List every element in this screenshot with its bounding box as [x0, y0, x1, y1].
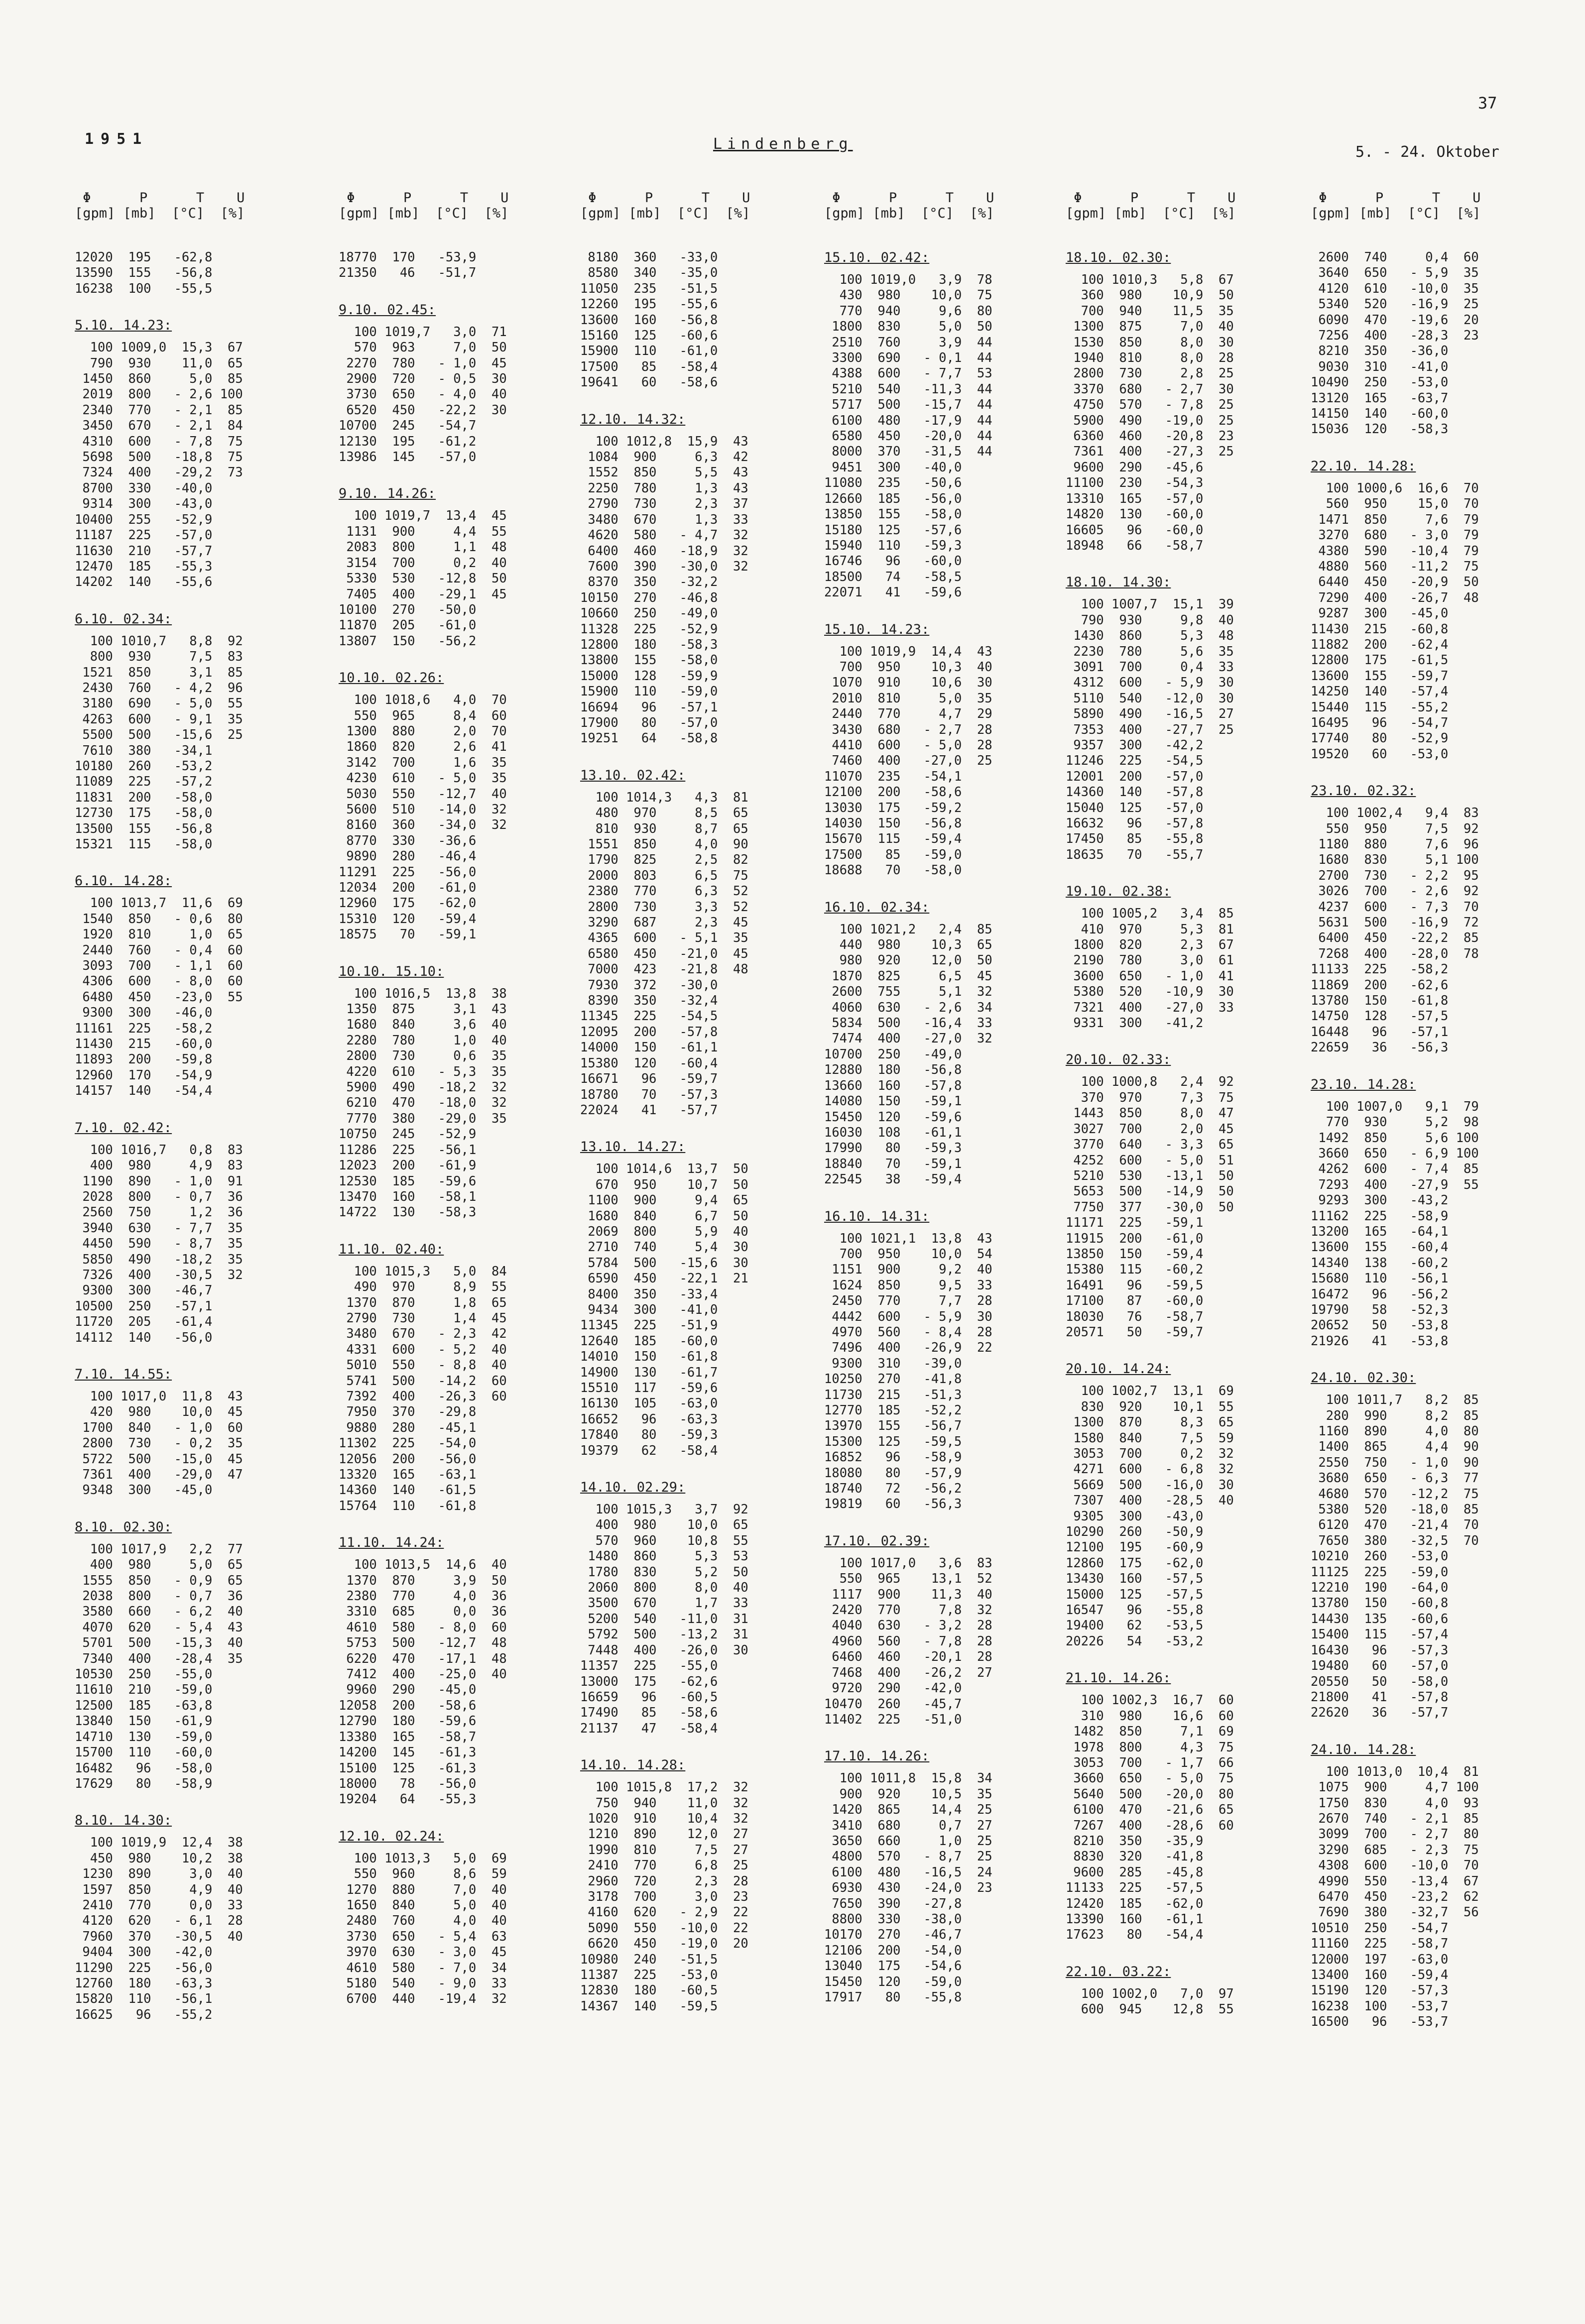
sounding-block [75, 1367, 294, 1499]
sounding-block [339, 1829, 558, 2007]
sounding-block [580, 1139, 799, 1459]
sounding-title: 20.10. 02.33: [1066, 1052, 1171, 1068]
sounding-rows: 100 1021,1 13,8 43 700 950 10,0 54 1151 900 9,2 40 1624 850 9,5 33 2450 770 7,7 28 4442 600 - 5,9 30 4970 560 - 8,4 28 7496 400 -26,9 22 9300 310 -39,0 10250 270 -41,8 11730 215 -51,3 12770 185 -52,2 13970 155 -56,7 15300 125 -59,5 16852 96 -58,9 18080 80 -57,9 18740 72 -56,2 19819 60 -56,3 [824, 1231, 992, 1512]
sounding-title: 10.10. 15.10: [339, 963, 444, 979]
sounding-rows: 100 1016,7 0,8 83 400 980 4,9 83 1190 890 - 1,0 91 2028 800 - 0,7 36 2560 750 1,2 36 3940 630 - 7,7 35 4450 590 - 8,7 35 5850 490 -18,2 35 7326 400 -30,5 32 9300 300 -46,7 10500 250 -57,1 11720 205 -61,4 14112 140 -56,0 [75, 1142, 243, 1345]
sounding-block [580, 1757, 799, 2014]
sounding-rows: 100 1019,9 12,4 38 450 980 10,2 38 1230 890 3,0 40 1597 850 4,9 40 2410 770 0,0 33 4120 620 - 6,1 28 7960 370 -30,5 40 9404 300 -42,0 11290 225 -56,0 12760 180 -63,3 15820 110 -56,1 16625 96 -55,2 [75, 1835, 243, 2022]
sounding-block [1066, 1052, 1285, 1340]
year-label: 1951 [85, 130, 149, 148]
sounding-title: 6.10. 14.28: [75, 873, 172, 889]
sounding-rows: 100 1016,5 13,8 38 1350 875 3,1 43 1680 840 3,6 40 2280 780 1,0 40 2800 730 0,6 35 4220 610 - 5,3 35 5900 490 -18,2 32 6210 470 -18,0 32 7770 380 -29,0 35 10750 245 -52,9 11286 225 -56,1 12023 200 -61,9 12530 185 -59,6 13470 160 -58,1 14722 130 -58,3 [339, 986, 507, 1220]
sounding-block [1311, 783, 1530, 1056]
sounding-title: 7.10. 14.55: [75, 1366, 172, 1382]
sounding-rows: 100 1009,0 15,3 67 790 930 11,0 65 1450 860 5,0 85 2019 800 - 2,6 100 2340 770 - 2,1 85 3450 670 - 2,1 84 4310 600 - 7,8 75 5698 500 -18,8 75 7324 400 -29,2 73 8700 330 -40,0 9314 300 -43,0 10400 255 -52,9 11187 225 -57,0 11630 210 -57,7 12470 185 -55,3 14202 140 -55,6 [75, 340, 243, 590]
sounding-title: 5.10. 14.23: [75, 318, 172, 334]
sounding-block [75, 611, 294, 853]
sounding-block [824, 900, 1043, 1188]
sounding-rows: 100 1011,8 15,8 34 900 920 10,5 35 1420 865 14,4 25 3410 680 0,7 27 3650 660 1,0 25 4800 570 - 8,7 25 6100 480 -16,5 24 6930 430 -24,0 23 7650 390 -27,8 8800 330 -38,0 10170 270 -46,7 12106 200 -54,0 13040 175 -54,6 15450 120 -59,0 17917 80 -55,8 [824, 1771, 992, 2005]
sounding-title: 22.10. 14.28: [1311, 458, 1416, 474]
sounding-rows: 100 1010,3 5,8 67 360 980 10,9 50 700 940 11,5 35 1300 875 7,0 40 1530 850 8,0 30 1940 810 8,0 28 2800 730 2,8 25 3370 680 - 2,7 30 4750 570 - 7,8 25 5900 490 -19,0 25 6360 460 -20,8 23 7361 400 -27,3 25 9600 290 -45,6 11100 230 -54,3 13310 165 -57,0 14820 130 -60,0 16605 96 -60,0 18948 66 -58,7 [1066, 272, 1234, 553]
sounding-title: 9.10. 02.45: [339, 302, 436, 318]
sounding-title: 10.10. 02.26: [339, 670, 444, 686]
sounding-title: 23.10. 14.28: [1311, 1076, 1416, 1092]
sounding-column [75, 190, 294, 2044]
sounding-block [580, 768, 799, 1119]
column-header: Φ P T U [gpm] [mb] [°C] [%] [824, 190, 994, 221]
sounding-block [1066, 884, 1285, 1031]
sounding-block [1311, 459, 1530, 762]
sounding-title: 7.10. 02.42: [75, 1120, 172, 1136]
sounding-rows: 100 1019,7 13,4 45 1131 900 4,4 55 2083 800 1,1 48 3154 700 0,2 40 5330 530 -12,8 50 7405 400 -29,1 45 10100 270 -50,0 11870 205 -61,0 13807 150 -56,2 [339, 508, 507, 649]
sounding-rows: 100 1019,9 14,4 43 700 950 10,3 40 1070 910 10,6 30 2010 810 5,0 35 2440 770 4,7 29 3430 680 - 2,7 28 4410 600 - 5,0 28 7460 400 -27,0 25 11070 235 -54,1 12100 200 -58,6 13030 175 -59,2 14030 150 -56,8 15670 115 -59,4 17500 85 -59,0 18688 70 -58,0 [824, 644, 992, 878]
sounding-rows: 100 1005,2 3,4 85 410 970 5,3 81 1800 820 2,3 67 2190 780 3,0 61 3600 650 - 1,0 41 5380 520 -10,9 30 7321 400 -27,0 33 9331 300 -41,2 [1073, 906, 1234, 1031]
sounding-title: 8.10. 14.30: [75, 1813, 172, 1829]
sounding-block [75, 1519, 294, 1792]
column-header: Φ P T U [gpm] [mb] [°C] [%] [1311, 190, 1481, 221]
sounding-title: 13.10. 14.27: [580, 1139, 686, 1155]
sounding-rows: 100 1002,0 7,0 97 600 945 12,8 55 [1081, 1986, 1234, 2017]
sounding-block [1311, 250, 1530, 438]
sounding-title: 14.10. 14.28: [580, 1757, 686, 1773]
sounding-rows: 100 1007,0 9,1 79 770 930 5,2 98 1492 850 5,6 100 3660 650 - 6,9 100 4262 600 - 7,4 85 7293 400 -27,9 55 9293 300 -43,2 11162 225 -58,9 13200 165 -64,1 13600 155 -60,4 14340 138 -60,2 15680 110 -56,1 16472 96 -56,2 19790 58 -52,3 20652 50 -53,8 21926 41 -53,8 [1311, 1099, 1479, 1349]
sounding-rows: 100 1015,3 5,0 84 490 970 8,9 55 1370 870 1,8 65 2790 730 1,4 45 3480 670 - 2,3 42 4331 600 - 5,2 40 5010 550 - 8,8 40 5741 500 -14,2 60 7392 400 -26,3 60 7950 370 -29,8 9880 280 -45,1 11302 225 -54,0 12056 200 -56,0 13320 165 -63,1 14360 140 -61,5 15764 110 -61,8 [339, 1264, 507, 1513]
sounding-title: 24.10. 14.28: [1311, 1742, 1416, 1757]
sounding-rows: 100 1015,8 17,2 32 750 940 11,0 32 1020 910 10,4 32 1210 890 12,0 27 1990 810 7,5 27 2410 770 6,8 25 2960 720 2,3 28 3178 700 3,0 23 4160 620 - 2,9 22 5090 550 -10,0 22 6620 450 -19,0 20 10980 240 -51,5 11387 225 -53,0 12830 180 -60,5 14367 140 -59,5 [580, 1780, 748, 2014]
sounding-block [339, 250, 558, 281]
sounding-block [75, 250, 294, 297]
sounding-block [75, 1120, 294, 1346]
sounding-title: 22.10. 03.22: [1066, 1964, 1171, 1979]
sounding-block [580, 412, 799, 747]
sounding-rows: 100 1013,7 11,6 69 1540 850 - 0,6 80 1920 810 1,0 65 2440 760 - 0,4 60 3093 700 - 1,1 60 4306 600 - 8,0 60 6480 450 -23,0 55 9300 300 -46,0 11161 225 -58,2 11430 215 -60,0 11893 200 -59,8 12960 170 -54,9 14157 140 -54,4 [75, 896, 243, 1099]
sounding-title: 19.10. 02.38: [1066, 884, 1171, 900]
sounding-rows: 100 1007,7 15,1 39 790 930 9,8 40 1430 860 5,3 48 2230 780 5,6 35 3091 700 0,4 33 4312 600 - 5,9 30 5110 540 -12,0 30 5890 490 -16,5 27 7353 400 -27,7 25 9357 300 -42,2 11246 225 -54,5 12001 200 -57,0 14360 140 -57,8 15040 125 -57,0 16632 96 -57,8 17450 85 -55,8 18635 70 -55,7 [1066, 597, 1234, 862]
sounding-block [824, 1748, 1043, 2005]
sounding-block [1311, 1742, 1530, 2030]
sounding-title: 9.10. 14.26: [339, 486, 436, 502]
sounding-title: 23.10. 02.32: [1311, 783, 1416, 799]
sounding-rows: 100 1017,9 2,2 77 400 980 5,0 65 1555 850 - 0,9 65 2038 800 - 0,7 36 3580 660 - 6,2 40 4070 620 - 5,4 43 5701 500 -15,3 40 7340 400 -28,4 35 10530 250 -55,0 11610 210 -59,0 12500 185 -63,8 13840 150 -61,9 14710 130 -59,0 15700 110 -60,0 16482 96 -58,0 17629 80 -58,9 [75, 1541, 243, 1791]
sounding-title: 17.10. 14.26: [824, 1748, 930, 1764]
sounding-block [75, 873, 294, 1099]
sounding-rows: 100 1019,0 3,9 78 430 980 10,0 75 770 940 9,6 80 1800 830 5,0 50 2510 760 3,9 44 3300 690 - 0,1 44 4388 600 - 7,7 53 5210 540 -11,3 44 5717 500 -15,7 44 6100 480 -17,9 44 6580 450 -20,0 44 8000 370 -31,5 44 9451 300 -40,0 11080 235 -50,6 12660 185 -56,0 13850 155 -58,0 15180 125 -57,6 15940 110 -59,3 16746 96 -60,0 18500 74 -58,5 22071 41 -59,6 [824, 272, 992, 600]
sounding-title: 15.10. 14.23: [824, 621, 930, 637]
sounding-block [580, 1480, 799, 1737]
sounding-block [339, 964, 558, 1221]
sounding-block [75, 318, 294, 590]
sounding-rows: 100 1000,8 2,4 92 370 970 7,3 75 1443 850 8,0 47 3027 700 2,0 45 3770 640 - 3,3 65 4252 600 - 5,0 51 5210 530 -13,1 50 5653 500 -14,9 50 7750 377 -30,0 50 11171 225 -59,1 11915 200 -61,0 13850 150 -59,4 15380 115 -60,2 16491 96 -59,5 17100 87 -60,0 18030 76 -58,7 20571 50 -59,7 [1066, 1074, 1234, 1340]
sounding-title: 11.10. 02.40: [339, 1241, 444, 1257]
column-header: Φ P T U [gpm] [mb] [°C] [%] [580, 190, 750, 221]
sounding-rows: 100 1017,0 3,6 83 550 965 13,1 52 1117 900 11,3 40 2420 770 7,8 32 4040 630 - 3,2 28 4960 560 - 7,8 28 6460 460 -20,1 28 7468 400 -26,2 27 9720 290 -42,0 10470 260 -45,7 11402 225 -51,0 [824, 1555, 992, 1727]
sounding-column [824, 190, 1043, 2026]
sounding-title: 17.10. 02.39: [824, 1533, 930, 1549]
sounding-block [75, 1813, 294, 2023]
sounding-block [1311, 1077, 1530, 1350]
sounding-title: 13.10. 02.42: [580, 767, 686, 783]
sounding-rows: 100 1002,7 13,1 69 830 920 10,1 55 1300 870 8,3 65 1580 840 7,5 59 3053 700 0,2 32 4271 600 - 6,8 32 5669 500 -16,0 30 7307 400 -28,5 40 9305 300 -43,0 10290 260 -50,9 12100 195 -60,9 12860 175 -62,0 13430 160 -57,5 15000 125 -57,5 16547 96 -55,8 19400 62 -53,5 20226 54 -53,2 [1066, 1384, 1234, 1649]
sounding-block [824, 622, 1043, 879]
sounding-block [1311, 1370, 1530, 1721]
sounding-block [1066, 250, 1285, 554]
sounding-title: 6.10. 02.34: [75, 611, 172, 627]
sounding-rows: 100 1013,5 14,6 40 1370 870 3,9 50 2380 770 4,0 36 3310 685 0,0 36 4610 580 - 8,0 60 5753 500 -12,7 48 6220 470 -17,1 48 7412 400 -25,0 40 9960 290 -45,0 12058 200 -58,6 12790 180 -59,6 13380 165 -58,7 14200 145 -61,3 15100 125 -61,3 18000 78 -56,0 19204 64 -55,3 [339, 1557, 507, 1807]
sounding-rows: 100 1010,7 8,8 92 800 930 7,5 83 1521 850 3,1 85 2430 760 - 4,2 96 3180 690 - 5,0 55 4263 600 - 9,1 35 5500 500 -15,6 25 7610 380 -34,1 10180 260 -53,2 11089 225 -57,2 11831 200 -58,0 12730 175 -58,0 13500 155 -56,8 15321 115 -58,0 [75, 633, 243, 852]
sounding-block [580, 250, 799, 391]
sounding-block [339, 302, 558, 465]
sounding-title: 16.10. 02.34: [824, 899, 930, 915]
column-header: Φ P T U [gpm] [mb] [°C] [%] [339, 190, 509, 221]
sounding-block [824, 1209, 1043, 1512]
column-header: Φ P T U [gpm] [mb] [°C] [%] [1066, 190, 1236, 221]
sounding-title: 11.10. 14.24: [339, 1535, 444, 1551]
sounding-title: 12.10. 14.32: [580, 411, 686, 427]
sounding-title: 18.10. 02.30: [1066, 250, 1171, 265]
sounding-column [580, 190, 799, 2035]
sounding-block [339, 1535, 558, 1808]
sounding-rows: 100 1014,3 4,3 81 480 970 8,5 65 810 930 8,7 65 1551 850 4,0 90 1790 825 2,5 82 2000 803 6,5 75 2380 770 6,3 52 2800 730 3,3 52 3290 687 2,3 45 4365 600 - 5,1 35 6580 450 -21,0 45 7000 423 -21,8 48 7930 372 -30,0 8390 350 -32,4 11345 225 -54,5 12095 200 -57,8 14000 150 -61,1 15380 120 -60,4 16671 96 -59,7 18780 70 -57,3 22024 41 -57,7 [580, 790, 748, 1118]
period-label: 5. - 24. Oktober [1355, 143, 1499, 161]
sounding-column [339, 190, 558, 2028]
sounding-title: 24.10. 02.30: [1311, 1370, 1416, 1386]
sounding-rows: 100 1021,2 2,4 85 440 980 10,3 65 980 920 12,0 50 1870 825 6,5 45 2600 755 5,1 32 4060 630 - 2,6 34 5834 500 -16,4 33 7474 400 -27,0 32 10700 250 -49,0 12880 180 -56,8 13660 160 -57,8 14080 150 -59,1 15450 120 -59,6 16030 108 -61,1 17990 80 -59,3 18840 70 -59,1 22545 38 -59,4 [824, 922, 992, 1187]
sounding-block [824, 250, 1043, 601]
sounding-title: 18.10. 14.30: [1066, 575, 1171, 590]
sounding-rows: 100 1014,6 13,7 50 670 950 10,7 50 1100 900 9,4 65 1680 840 6,7 50 2069 800 5,9 40 2710 740 5,4 30 5784 500 -15,6 30 6590 450 -22,1 21 8400 350 -33,4 9434 300 -41,0 11345 225 -51,9 12640 185 -60,0 14010 150 -61,8 14900 130 -61,7 15510 117 -59,6 16130 105 -63,0 16652 96 -63,3 17840 80 -59,3 19379 62 -58,4 [580, 1162, 748, 1458]
sounding-block [1066, 1670, 1285, 1943]
sounding-title: 12.10. 02.24: [339, 1828, 444, 1844]
column-header: Φ P T U [gpm] [mb] [°C] [%] [75, 190, 245, 221]
sounding-title: 8.10. 02.30: [75, 1519, 172, 1535]
sounding-rows: 100 1011,7 8,2 85 280 990 8,2 85 1160 890 4,0 80 1400 865 4,4 90 2550 750 - 1,0 90 3680 650 - 6,3 77 4680 570 -12,2 75 5380 520 -18,0 85 6120 470 -21,4 70 7650 380 -32,5 70 10210 260 -53,0 11125 225 -59,0 12210 190 -64,0 13780 150 -60,8 14430 135 -60,6 15400 115 -57,4 16430 96 -57,3 19480 60 -57,0 20550 50 -58,0 21800 41 -57,8 22620 36 -57,7 [1311, 1393, 1479, 1721]
sounding-title: 14.10. 02.29: [580, 1480, 686, 1496]
sounding-rows: 18770 170 -53,9 21350 46 -51,7 [339, 250, 477, 281]
sounding-block [339, 1242, 558, 1514]
sounding-block [1066, 1361, 1285, 1649]
sounding-block [1066, 575, 1285, 863]
sounding-rows: 2600 740 0,4 60 3640 650 - 5,9 35 4120 610 -10,0 35 5340 520 -16,9 25 6090 470 -19,6 20 7256 400 -28,3 23 8210 350 -36,0 9030 310 -41,0 10490 250 -53,0 13120 165 -63,7 14150 140 -60,0 15036 120 -58,3 [1311, 250, 1479, 437]
sounding-rows: 100 1002,4 9,4 83 550 950 7,5 92 1180 880 7,6 96 1680 830 5,1 100 2700 730 - 2,2 95 3026 700 - 2,6 92 4237 600 - 7,3 70 5631 500 -16,9 72 6400 450 -22,2 85 7268 400 -28,0 78 11133 225 -58,2 11869 200 -62,6 13780 150 -61,8 14750 128 -57,5 16448 96 -57,1 22659 36 -56,3 [1311, 806, 1479, 1055]
station-title: Lindenberg [713, 135, 853, 153]
sounding-column [1066, 190, 1285, 2039]
sounding-rows: 100 1013,0 10,4 81 1075 900 4,7 100 1750 830 4,0 93 2670 740 - 2,1 85 3099 700 - 2,7 80 3290 685 - 2,3 75 4308 600 -10,0 70 4990 550 -13,4 67 6470 450 -23,2 62 7690 380 -32,7 56 10510 250 -54,7 11160 225 -58,7 12000 197 -63,0 13400 160 -59,4 15190 120 -57,3 16238 100 -53,7 16500 96 -53,7 [1311, 1764, 1479, 2030]
sounding-rows: 100 1019,7 3,0 71 570 963 7,0 50 2270 780 - 1,0 45 2900 720 - 0,5 30 3730 650 - 4,0 40 6520 450 -22,2 30 10700 245 -54,7 12130 195 -61,2 13986 145 -57,0 [339, 324, 507, 465]
sounding-rows: 100 1013,3 5,0 69 550 960 8,6 59 1270 880 7,0 40 1650 840 5,0 40 2480 760 4,0 40 3730 650 - 5,4 63 3970 630 - 3,0 45 4610 580 - 7,0 34 5180 540 - 9,0 33 6700 440 -19,4 32 [346, 1851, 507, 2007]
sounding-rows: 100 1002,3 16,7 60 310 980 16,6 60 1482 850 7,1 69 1978 800 4,3 75 3053 700 - 1,7 66 3660 650 - 5,0 75 5640 500 -20,0 80 6100 470 -21,6 65 7267 400 -28,6 60 8210 350 -35,9 8830 320 -41,8 9600 285 -45,8 11133 225 -57,5 12420 185 -62,0 13390 160 -61,1 17623 80 -54,4 [1066, 1693, 1234, 1943]
sounding-rows: 100 1017,0 11,8 43 420 980 10,0 45 1700 840 - 1,0 60 2800 730 - 0,2 35 5722 500 -15,0 45 7361 400 -29,0 47 9348 300 -45,0 [82, 1389, 243, 1498]
sounding-title: 20.10. 14.24: [1066, 1361, 1171, 1377]
sounding-title: 21.10. 14.26: [1066, 1670, 1171, 1686]
sounding-block [1066, 1964, 1285, 2018]
sounding-rows: 12020 195 -62,8 13590 155 -56,8 16238 100 -55,5 [75, 250, 213, 296]
sounding-title: 15.10. 02.42: [824, 250, 930, 265]
sounding-block [339, 486, 558, 649]
sounding-rows: 100 1015,3 3,7 92 400 980 10,0 65 570 960 10,8 55 1480 860 5,3 53 1780 830 5,2 50 2060 800 8,0 40 3500 670 1,7 33 5200 540 -11,0 31 5792 500 -13,2 31 7448 400 -26,0 30 11357 225 -55,0 13000 175 -62,6 16659 96 -60,5 17490 85 -58,6 21137 47 -58,4 [580, 1502, 748, 1736]
sounding-rows: 8180 360 -33,0 8580 340 -35,0 11050 235 -51,5 12260 195 -55,6 13600 160 -56,8 15160 125 -60,6 15900 110 -61,0 17500 85 -58,4 19641 60 -58,6 [580, 250, 718, 390]
sounding-rows: 100 1000,6 16,6 70 560 950 15,0 70 1471 850 7,6 79 3270 680 - 3,0 79 4380 590 -10,4 79 4880 560 -11,2 75 6440 450 -20,9 50 7290 400 -26,7 48 9287 300 -45,0 11430 215 -60,8 11882 200 -62,4 12800 175 -61,5 13600 155 -59,7 14250 140 -57,4 15440 115 -55,2 16495 96 -54,7 17740 80 -52,9 19520 60 -53,0 [1311, 480, 1479, 762]
sounding-block [824, 1533, 1043, 1728]
sounding-block [339, 670, 558, 943]
sounding-rows: 100 1018,6 4,0 70 550 965 8,4 60 1300 880 2,0 70 1860 820 2,6 41 3142 700 1,6 35 4230 610 - 5,0 35 5030 550 -12,7 40 5600 510 -14,0 32 8160 360 -34,0 32 8770 330 -36,6 9890 280 -46,4 11291 225 -56,0 12034 200 -61,0 12960 175 -62,0 15310 120 -59,4 18575 70 -59,1 [339, 693, 507, 942]
sounding-title: 16.10. 14.31: [824, 1208, 930, 1224]
sounding-rows: 100 1012,8 15,9 43 1084 900 6,3 42 1552 850 5,5 43 2250 780 1,3 43 2790 730 2,3 37 3480 670 1,3 33 4620 580 - 4,7 32 6400 460 -18,9 32 7600 390 -30,0 32 8370 350 -32,2 10150 270 -46,8 10660 250 -49,0 11328 225 -52,9 12800 180 -58,3 13800 155 -58,0 15000 128 -59,9 15900 110 -59,0 16694 96 -57,1 17900 80 -57,0 19251 64 -58,8 [580, 434, 748, 746]
sounding-column [1311, 190, 1530, 2051]
page-number: 37 [1478, 94, 1497, 113]
